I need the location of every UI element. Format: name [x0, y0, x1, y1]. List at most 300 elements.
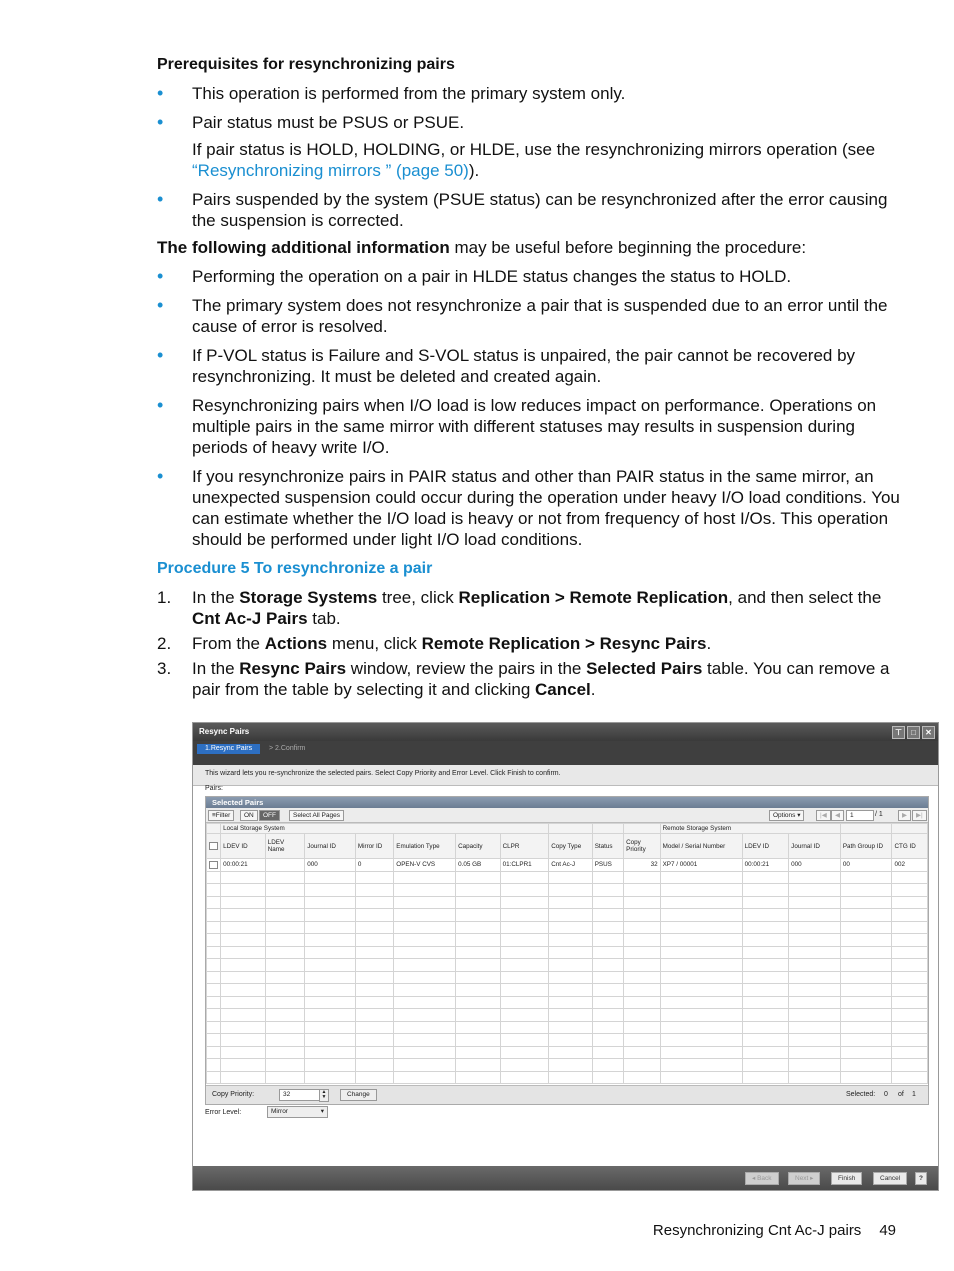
empty-cell — [549, 984, 593, 997]
table-row[interactable] — [207, 859, 928, 872]
next-page-icon[interactable]: ▶ — [898, 810, 911, 821]
empty-cell — [305, 1059, 356, 1072]
empty-cell — [355, 921, 393, 934]
empty-cell — [892, 896, 928, 909]
header-cell — [840, 824, 892, 834]
empty-cell — [207, 984, 221, 997]
empty-cell — [305, 971, 356, 984]
empty-cell — [355, 971, 393, 984]
empty-cell — [789, 884, 841, 897]
empty-cell — [265, 884, 304, 897]
empty-cell — [265, 946, 304, 959]
table-cell: 002 — [892, 859, 928, 872]
pairs-label: Pairs: — [205, 785, 223, 792]
empty-cell — [624, 971, 660, 984]
empty-cell — [355, 1071, 393, 1084]
empty-cell — [221, 984, 266, 997]
empty-cell — [305, 871, 356, 884]
empty-cell — [456, 1046, 501, 1059]
empty-table-row — [207, 1059, 928, 1072]
empty-cell — [660, 884, 742, 897]
empty-cell — [500, 1009, 549, 1022]
column-header[interactable]: Copy Priority — [624, 834, 660, 859]
table-cell: 00:00:21 — [221, 859, 266, 872]
empty-cell — [624, 959, 660, 972]
empty-cell — [394, 1071, 456, 1084]
step-bold: Remote Replication > Resync Pairs — [421, 634, 707, 653]
empty-cell — [742, 1009, 789, 1022]
empty-cell — [355, 1009, 393, 1022]
empty-cell — [221, 959, 266, 972]
step-text: From the — [192, 634, 265, 653]
empty-cell — [840, 921, 892, 934]
column-header[interactable]: Model / Serial Number — [660, 834, 742, 859]
empty-cell — [742, 884, 789, 897]
column-header[interactable]: LDEV Name — [265, 834, 304, 859]
empty-cell — [742, 1046, 789, 1059]
empty-cell — [742, 934, 789, 947]
empty-cell — [207, 1034, 221, 1047]
prereq-list — [157, 83, 902, 231]
back-button[interactable]: ◂ Back — [745, 1172, 779, 1185]
empty-cell — [742, 1021, 789, 1034]
empty-cell — [265, 1071, 304, 1084]
table-cell: 000 — [305, 859, 356, 872]
resync-mirrors-link[interactable]: “Resynchronizing mirrors ” (page 50) — [192, 161, 469, 180]
remote-storage-group: Remote Storage System — [660, 824, 840, 834]
empty-cell — [892, 909, 928, 922]
empty-cell — [265, 871, 304, 884]
empty-cell — [592, 959, 623, 972]
finish-button[interactable]: Finish — [831, 1172, 862, 1185]
empty-cell — [500, 946, 549, 959]
list-item: • If you resynchronize pairs in PAIR status and other than PAIR status in the same mirror, an unexpected suspension could occur during the operation under heavy I/O load conditions. You can estimate whether the I/O load is heavy or not from frequency of host I/Os. This operation should be performed under light I/O load conditions. — [157, 466, 902, 550]
empty-cell — [456, 934, 501, 947]
step-item — [157, 658, 902, 700]
empty-cell — [207, 1059, 221, 1072]
empty-cell — [500, 996, 549, 1009]
empty-cell — [840, 946, 892, 959]
empty-cell — [305, 1021, 356, 1034]
table-cell: PSUS — [592, 859, 623, 872]
page-input[interactable]: 1 — [846, 810, 874, 821]
empty-cell — [500, 971, 549, 984]
empty-cell — [660, 1009, 742, 1022]
empty-cell — [207, 971, 221, 984]
empty-table-row — [207, 984, 928, 997]
column-header[interactable]: Journal ID — [789, 834, 841, 859]
step-text: tab. — [307, 609, 341, 628]
empty-cell — [207, 921, 221, 934]
empty-cell — [624, 984, 660, 997]
empty-cell — [892, 1021, 928, 1034]
window-title: Resync Pairs — [199, 727, 250, 736]
empty-cell — [456, 896, 501, 909]
empty-cell — [305, 934, 356, 947]
column-header[interactable]: Status — [592, 834, 623, 859]
empty-cell — [742, 909, 789, 922]
of-label: of — [898, 1091, 904, 1098]
empty-cell — [660, 909, 742, 922]
empty-cell — [500, 959, 549, 972]
empty-cell — [305, 984, 356, 997]
additional-bold: The following additional information — [157, 238, 450, 257]
empty-cell — [221, 1071, 266, 1084]
empty-cell — [305, 1034, 356, 1047]
step-text: In the — [192, 588, 240, 607]
empty-cell — [355, 984, 393, 997]
empty-cell — [355, 934, 393, 947]
last-page-icon[interactable]: ▶| — [912, 810, 927, 821]
empty-cell — [840, 871, 892, 884]
empty-cell — [660, 959, 742, 972]
table-header — [207, 834, 928, 859]
empty-cell — [624, 921, 660, 934]
window-titlebar — [193, 723, 938, 741]
empty-cell — [742, 996, 789, 1009]
empty-cell — [624, 1009, 660, 1022]
first-page-icon[interactable]: |◀ — [816, 810, 831, 821]
empty-cell — [305, 896, 356, 909]
empty-cell — [592, 1021, 623, 1034]
empty-cell — [500, 1059, 549, 1072]
header-cell — [207, 824, 221, 834]
pin-icon[interactable]: ⊤ — [892, 726, 905, 739]
empty-cell — [592, 1009, 623, 1022]
empty-cell — [305, 1046, 356, 1059]
selected-pairs-title: Selected Pairs — [206, 797, 928, 808]
step-bold: Replication > Remote Replication — [458, 588, 729, 607]
error-level-label: Error Level: — [205, 1109, 242, 1116]
empty-cell — [624, 934, 660, 947]
empty-table-row — [207, 896, 928, 909]
empty-cell — [892, 871, 928, 884]
empty-cell — [265, 934, 304, 947]
empty-table-row — [207, 909, 928, 922]
step-text: window, review the pairs in the — [346, 659, 587, 678]
step-confirm: > 2.Confirm — [269, 745, 306, 752]
list-item: • Pairs suspended by the system (PSUE status) can be resynchronized after the error causing the suspension is corrected. — [157, 189, 902, 231]
empty-cell — [207, 909, 221, 922]
empty-cell — [456, 1071, 501, 1084]
empty-cell — [305, 884, 356, 897]
empty-cell — [840, 1046, 892, 1059]
empty-cell — [394, 871, 456, 884]
empty-cell — [840, 884, 892, 897]
empty-cell — [305, 959, 356, 972]
header-cell — [624, 824, 660, 834]
empty-cell — [789, 1009, 841, 1022]
empty-cell — [840, 1009, 892, 1022]
step-text: . — [706, 634, 712, 653]
column-header[interactable]: LDEV ID — [742, 834, 789, 859]
empty-cell — [500, 1034, 549, 1047]
empty-cell — [549, 934, 593, 947]
empty-cell — [549, 921, 593, 934]
empty-cell — [592, 896, 623, 909]
empty-table-row — [207, 946, 928, 959]
empty-cell — [840, 1071, 892, 1084]
row-checkbox[interactable] — [207, 859, 221, 872]
empty-table-row — [207, 1009, 928, 1022]
empty-cell — [207, 1009, 221, 1022]
empty-table-row — [207, 996, 928, 1009]
empty-cell — [456, 971, 501, 984]
empty-cell — [265, 984, 304, 997]
empty-cell — [742, 946, 789, 959]
empty-cell — [840, 909, 892, 922]
empty-cell — [840, 959, 892, 972]
step-resync-pairs: 1.Resync Pairs — [197, 744, 260, 754]
empty-cell — [394, 1046, 456, 1059]
empty-cell — [456, 984, 501, 997]
wizard-description: This wizard lets you re-synchronize the selected pairs. Select Copy Priority and Error Level. Click Finish to confirm. — [193, 765, 938, 786]
empty-cell — [592, 1071, 623, 1084]
empty-table-row — [207, 871, 928, 884]
list-item: • If P-VOL status is Failure and S-VOL status is unpaired, the pair cannot be recovered by resynchronizing. It must be deleted and created again. — [157, 345, 902, 387]
empty-cell — [265, 896, 304, 909]
table-cell: Cnt Ac-J — [549, 859, 593, 872]
empty-cell — [221, 946, 266, 959]
empty-cell — [221, 871, 266, 884]
list-item: • Resynchronizing pairs when I/O load is low reduces impact on performance. Operations on multiple pairs in the same mirror with different statuses may results in suspension during periods of heavy write I/O. — [157, 395, 902, 458]
total-count: 1 — [912, 1091, 916, 1098]
column-header[interactable]: LDEV ID — [221, 834, 266, 859]
column-header[interactable]: Copy Type — [549, 834, 593, 859]
empty-cell — [592, 984, 623, 997]
empty-table-row — [207, 959, 928, 972]
column-header[interactable]: CTG ID — [892, 834, 928, 859]
additional-intro — [157, 237, 902, 258]
empty-cell — [394, 934, 456, 947]
list-item — [157, 112, 902, 181]
table-cell: 00:00:21 — [742, 859, 789, 872]
empty-cell — [549, 1034, 593, 1047]
select-all-pages-button[interactable]: Select All Pages — [289, 810, 344, 821]
empty-cell — [789, 1059, 841, 1072]
empty-cell — [742, 959, 789, 972]
empty-cell — [592, 871, 623, 884]
document-body — [157, 54, 902, 704]
empty-cell — [789, 1021, 841, 1034]
empty-cell — [892, 1046, 928, 1059]
column-header[interactable]: Path Group ID — [840, 834, 892, 859]
next-button[interactable]: Next ▸ — [788, 1172, 820, 1185]
empty-cell — [660, 984, 742, 997]
empty-cell — [221, 884, 266, 897]
empty-cell — [892, 884, 928, 897]
list-item-text: Pair status must be PSUS or PSUE. — [192, 113, 465, 132]
empty-cell — [660, 1046, 742, 1059]
empty-cell — [840, 1021, 892, 1034]
empty-cell — [624, 1071, 660, 1084]
empty-cell — [592, 996, 623, 1009]
table-cell: 32 — [624, 859, 660, 872]
change-button[interactable]: Change — [340, 1089, 377, 1101]
empty-cell — [207, 934, 221, 947]
copy-priority-label: Copy Priority: — [212, 1091, 255, 1098]
empty-cell — [660, 1021, 742, 1034]
empty-table-row — [207, 1071, 928, 1084]
empty-cell — [394, 946, 456, 959]
empty-cell — [892, 1009, 928, 1022]
column-header[interactable]: Emulation Type — [394, 834, 456, 859]
maximize-icon[interactable]: □ — [907, 726, 920, 739]
table-cell: XP7 / 00001 — [660, 859, 742, 872]
empty-cell — [742, 1034, 789, 1047]
filter-off-button[interactable]: OFF — [259, 810, 280, 821]
empty-cell — [624, 871, 660, 884]
empty-cell — [789, 1034, 841, 1047]
empty-cell — [394, 896, 456, 909]
list-item: • Performing the operation on a pair in HLDE status changes the status to HOLD. — [157, 266, 902, 287]
empty-cell — [456, 959, 501, 972]
empty-cell — [355, 959, 393, 972]
page-total: / 1 — [875, 811, 883, 818]
table-cell: 01:CLPR1 — [500, 859, 549, 872]
empty-cell — [592, 934, 623, 947]
empty-cell — [592, 884, 623, 897]
empty-cell — [500, 884, 549, 897]
empty-cell — [221, 1034, 266, 1047]
empty-cell — [624, 1046, 660, 1059]
empty-cell — [840, 1034, 892, 1047]
wizard-steps — [193, 741, 938, 765]
empty-cell — [456, 1059, 501, 1072]
empty-table-row — [207, 1046, 928, 1059]
empty-cell — [221, 996, 266, 1009]
step-bold: Cancel — [535, 680, 591, 699]
empty-cell — [456, 1021, 501, 1034]
empty-cell — [592, 1034, 623, 1047]
empty-cell — [305, 946, 356, 959]
empty-cell — [221, 921, 266, 934]
empty-cell — [355, 1021, 393, 1034]
options-button[interactable]: Options ▾ — [769, 810, 804, 821]
empty-table-row — [207, 1021, 928, 1034]
page-number: 49 — [879, 1222, 896, 1239]
column-header[interactable]: Journal ID — [305, 834, 356, 859]
empty-cell — [660, 1059, 742, 1072]
empty-cell — [789, 909, 841, 922]
selected-pairs-table — [206, 823, 928, 1085]
empty-cell — [789, 871, 841, 884]
empty-cell — [624, 1034, 660, 1047]
empty-cell — [394, 996, 456, 1009]
empty-cell — [207, 996, 221, 1009]
empty-cell — [221, 934, 266, 947]
empty-cell — [355, 1059, 393, 1072]
empty-table-row — [207, 971, 928, 984]
step-text: In the — [192, 659, 240, 678]
wizard-footer — [193, 1166, 938, 1190]
cancel-button[interactable]: Cancel — [873, 1172, 907, 1185]
empty-cell — [456, 1034, 501, 1047]
step-item — [157, 587, 902, 629]
column-header[interactable]: Mirror ID — [355, 834, 393, 859]
empty-cell — [549, 1046, 593, 1059]
empty-cell — [265, 1021, 304, 1034]
empty-cell — [660, 1071, 742, 1084]
empty-cell — [265, 959, 304, 972]
copy-priority-stepper-icon[interactable]: ▲ ▼ — [319, 1089, 329, 1102]
empty-cell — [207, 871, 221, 884]
empty-cell — [500, 1046, 549, 1059]
table-cell: 0.05 GB — [456, 859, 501, 872]
empty-cell — [207, 1046, 221, 1059]
empty-cell — [742, 1059, 789, 1072]
empty-cell — [624, 996, 660, 1009]
empty-cell — [840, 1059, 892, 1072]
error-level-select[interactable] — [267, 1106, 328, 1118]
empty-cell — [789, 896, 841, 909]
note-text: If pair status is HOLD, HOLDING, or HLDE, use the resynchronizing mirrors operation (see — [192, 140, 876, 159]
page-footer — [635, 1222, 896, 1239]
selected-count: 0 — [884, 1091, 888, 1098]
empty-cell — [624, 909, 660, 922]
empty-cell — [456, 871, 501, 884]
empty-table-row — [207, 934, 928, 947]
empty-cell — [549, 909, 593, 922]
empty-cell — [892, 934, 928, 947]
copy-priority-input[interactable]: 32 — [279, 1089, 324, 1101]
empty-cell — [549, 871, 593, 884]
empty-cell — [394, 1021, 456, 1034]
empty-cell — [892, 1059, 928, 1072]
empty-cell — [742, 1071, 789, 1084]
empty-cell — [500, 871, 549, 884]
step-text: , and then select the — [728, 588, 882, 607]
empty-cell — [592, 909, 623, 922]
step-text: menu, click — [327, 634, 422, 653]
empty-cell — [394, 984, 456, 997]
step-number: 1. — [157, 588, 172, 607]
table-toolbar — [206, 808, 928, 823]
table-group-header — [207, 824, 928, 834]
empty-cell — [549, 896, 593, 909]
procedure-steps — [157, 587, 902, 700]
prereq-heading: Prerequisites for resynchronizing pairs — [157, 56, 455, 73]
prev-page-icon[interactable]: ◀ — [831, 810, 844, 821]
empty-cell — [892, 971, 928, 984]
empty-cell — [500, 909, 549, 922]
column-header[interactable]: Capacity — [456, 834, 501, 859]
empty-cell — [394, 1059, 456, 1072]
column-header[interactable]: CLPR — [500, 834, 549, 859]
empty-cell — [892, 921, 928, 934]
empty-cell — [355, 909, 393, 922]
step-bold: Selected Pairs — [586, 659, 703, 678]
list-item: • The primary system does not resynchronize a pair that is suspended due to an error until the cause of error is resolved. — [157, 295, 902, 337]
empty-cell — [500, 1021, 549, 1034]
filter-button[interactable]: ≡Filter — [208, 810, 234, 821]
empty-cell — [265, 1059, 304, 1072]
empty-cell — [456, 909, 501, 922]
filter-on-button[interactable]: ON — [240, 810, 258, 821]
empty-cell — [394, 909, 456, 922]
empty-table-row — [207, 1034, 928, 1047]
empty-cell — [500, 1071, 549, 1084]
help-button[interactable]: ? — [915, 1172, 927, 1185]
close-icon[interactable]: ✕ — [922, 726, 935, 739]
procedure-title: Procedure 5 To resynchronize a pair — [157, 560, 433, 577]
empty-cell — [789, 946, 841, 959]
empty-cell — [355, 1046, 393, 1059]
empty-cell — [742, 896, 789, 909]
select-all-checkbox[interactable] — [207, 834, 221, 859]
selected-label: Selected: — [846, 1091, 876, 1098]
empty-cell — [660, 971, 742, 984]
